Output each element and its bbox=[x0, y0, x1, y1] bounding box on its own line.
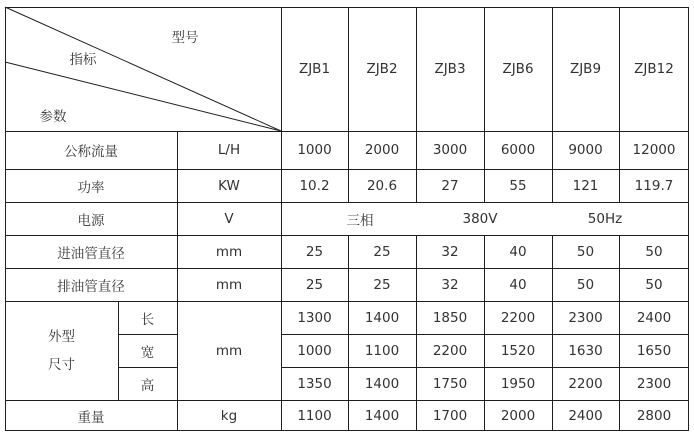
cell-power: 119.7 bbox=[634, 177, 674, 194]
rule-model-col bbox=[484, 7, 485, 202]
header-model-label: 型号 bbox=[171, 30, 199, 46]
model-header: ZJB9 bbox=[569, 61, 602, 77]
cell-length: 2300 bbox=[568, 309, 603, 326]
cell-power: 27 bbox=[441, 177, 459, 194]
rule-row bbox=[5, 235, 689, 236]
border-bottom bbox=[5, 430, 689, 431]
cell-power: 55 bbox=[509, 177, 527, 194]
cell-weight: 1100 bbox=[297, 407, 332, 424]
row-label-flow: 公称流量 bbox=[64, 144, 118, 160]
row-label-supply: 电源 bbox=[77, 212, 105, 229]
cell-power: 10.2 bbox=[299, 177, 330, 194]
cell-length: 1850 bbox=[432, 309, 468, 326]
border-left bbox=[5, 7, 6, 431]
model-header: ZJB12 bbox=[634, 61, 674, 77]
cell-flow: 9000 bbox=[568, 142, 603, 158]
rule-model-col bbox=[416, 235, 417, 431]
cell-weight: 2800 bbox=[636, 407, 672, 424]
rule-row bbox=[5, 400, 689, 401]
header-param-label: 参数 bbox=[39, 109, 67, 125]
rule-row bbox=[5, 268, 689, 269]
cell-flow: 6000 bbox=[500, 142, 536, 158]
cell-inlet: 40 bbox=[509, 243, 527, 260]
unit-power: KW bbox=[218, 177, 240, 194]
rule-row bbox=[5, 202, 689, 203]
cell-height: 1950 bbox=[500, 375, 536, 392]
border-top bbox=[5, 7, 689, 8]
cell-outlet: 40 bbox=[509, 276, 527, 293]
supply-voltage: 380V bbox=[462, 210, 498, 227]
rule-sub bbox=[118, 334, 177, 335]
cell-height: 2300 bbox=[636, 375, 672, 392]
supply-frequency: 50Hz bbox=[587, 210, 623, 227]
cell-power: 20.6 bbox=[366, 177, 398, 194]
model-header: ZJB6 bbox=[502, 61, 534, 77]
rule-header bbox=[5, 131, 689, 132]
rule-model-col bbox=[484, 235, 485, 431]
dims-label-line2: 尺寸 bbox=[48, 356, 75, 373]
cell-weight: 1400 bbox=[364, 407, 400, 424]
rule-unit-col bbox=[177, 131, 178, 431]
cell-flow: 1000 bbox=[297, 142, 332, 158]
cell-length: 2400 bbox=[636, 309, 672, 326]
rule-value-col bbox=[281, 7, 282, 431]
cell-outlet: 25 bbox=[305, 276, 324, 293]
cell-width: 1000 bbox=[297, 342, 332, 359]
row-label-inlet: 进油管直径 bbox=[57, 245, 125, 262]
unit-weight: kg bbox=[220, 407, 238, 424]
cell-inlet: 32 bbox=[441, 243, 459, 260]
rule-sub bbox=[281, 367, 689, 368]
model-header: ZJB3 bbox=[434, 61, 466, 77]
cell-flow: 12000 bbox=[632, 142, 676, 158]
model-header: ZJB1 bbox=[298, 61, 331, 77]
unit-supply: V bbox=[224, 210, 234, 227]
cell-width: 1630 bbox=[568, 342, 603, 359]
cell-outlet: 32 bbox=[441, 276, 459, 293]
cell-outlet: 50 bbox=[645, 276, 663, 293]
supply-phase: 三相 bbox=[346, 212, 374, 229]
cell-inlet: 25 bbox=[373, 243, 391, 260]
cell-flow: 3000 bbox=[432, 142, 468, 158]
model-header: ZJB2 bbox=[366, 61, 398, 77]
rule-model-col bbox=[552, 7, 553, 202]
cell-height: 1750 bbox=[432, 375, 468, 392]
cell-power: 121 bbox=[572, 177, 599, 194]
unit-dims: mm bbox=[215, 342, 243, 359]
rule-model-col bbox=[619, 7, 620, 202]
cell-weight: 2400 bbox=[568, 407, 603, 424]
rule-model-col bbox=[619, 235, 620, 431]
rule-sub-col bbox=[118, 301, 119, 400]
cell-height: 1400 bbox=[364, 375, 400, 392]
rule-sub bbox=[281, 334, 689, 335]
dims-sub-width: 宽 bbox=[140, 344, 155, 361]
rule-row bbox=[5, 169, 689, 170]
rule-model-col bbox=[416, 7, 417, 202]
cell-length: 1400 bbox=[364, 309, 400, 326]
rule-model-col bbox=[348, 7, 349, 202]
rule-sub bbox=[118, 367, 177, 368]
cell-width: 1520 bbox=[500, 342, 536, 359]
cell-width: 2200 bbox=[432, 342, 468, 359]
rule-row bbox=[5, 301, 689, 302]
row-label-dims bbox=[5, 301, 118, 400]
cell-flow: 2000 bbox=[364, 142, 400, 158]
cell-outlet: 25 bbox=[373, 276, 391, 293]
cell-width: 1100 bbox=[364, 342, 400, 359]
dims-sub-length: 长 bbox=[140, 311, 155, 328]
cell-length: 1300 bbox=[297, 309, 332, 326]
row-label-weight: 重量 bbox=[77, 409, 105, 426]
header-indicator-label: 指标 bbox=[69, 52, 97, 68]
cell-width: 1650 bbox=[636, 342, 672, 359]
unit-outlet: mm bbox=[215, 276, 243, 293]
dims-label-line1: 外型 bbox=[48, 328, 75, 345]
cell-length: 2200 bbox=[500, 309, 536, 326]
cell-height: 1350 bbox=[297, 375, 332, 392]
rule-model-col bbox=[348, 235, 349, 431]
cell-weight: 2000 bbox=[500, 407, 536, 424]
cell-weight: 1700 bbox=[432, 407, 468, 424]
dims-sub-height: 高 bbox=[140, 377, 155, 394]
unit-inlet: mm bbox=[215, 243, 243, 260]
cell-inlet: 25 bbox=[305, 243, 324, 260]
row-label-outlet: 排油管直径 bbox=[57, 278, 125, 295]
row-label-power: 功率 bbox=[77, 179, 105, 196]
cell-height: 2200 bbox=[568, 375, 603, 392]
rule-model-col bbox=[552, 235, 553, 431]
cell-inlet: 50 bbox=[576, 243, 595, 260]
unit-flow: L/H bbox=[217, 142, 241, 158]
cell-inlet: 50 bbox=[645, 243, 663, 260]
spec-table bbox=[5, 7, 689, 431]
cell-outlet: 50 bbox=[576, 276, 595, 293]
